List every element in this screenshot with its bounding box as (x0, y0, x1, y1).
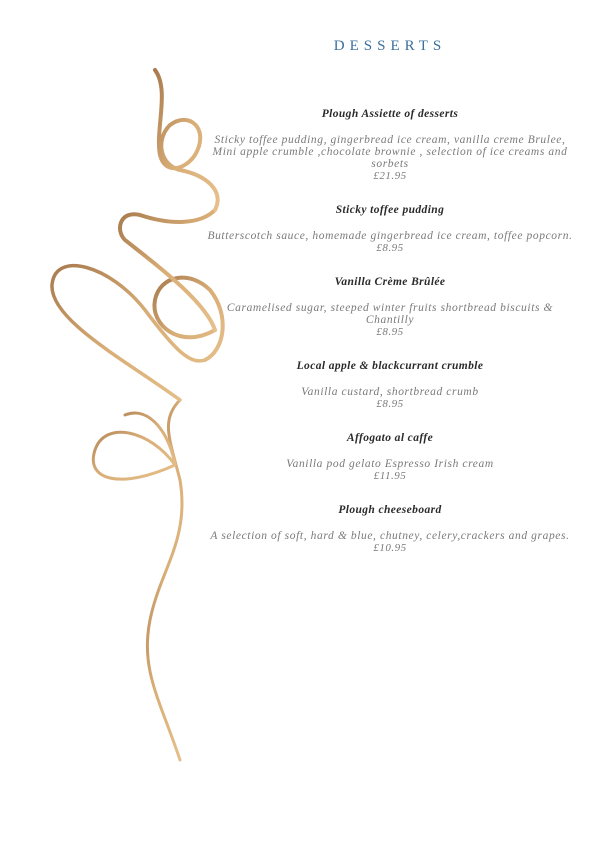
dish-description: Butterscotch sauce, homemade gingerbread ice cream, toffee popcorn. (207, 230, 573, 242)
list-item (205, 204, 575, 254)
list-item (205, 504, 575, 554)
page-title: DESSERTS (333, 38, 447, 54)
list-item (205, 432, 575, 482)
dish-price: £10.95 (373, 542, 407, 554)
dish-price: £8.95 (376, 398, 404, 410)
dish-name: Vanilla Crème Brûlée (334, 276, 446, 288)
list-item (205, 276, 575, 338)
dish-description: Vanilla custard, shortbread crumb (301, 386, 479, 398)
dessert-list (205, 108, 575, 554)
dish-description: Sticky toffee pudding, gingerbread ice cream, vanilla creme Brulee, Mini apple crumble ,chocolate brownie , selection of ice creams and sorbets (212, 134, 568, 170)
dish-price: £21.95 (373, 170, 407, 182)
dish-name: Sticky toffee pudding (335, 204, 445, 216)
dish-price: £8.95 (376, 326, 404, 338)
dish-price: £11.95 (373, 470, 407, 482)
list-item (205, 360, 575, 410)
list-item (205, 108, 575, 182)
dish-name: Plough Assiette of desserts (321, 108, 459, 120)
dish-name: Affogato al caffe (346, 432, 434, 444)
dish-description: A selection of soft, hard & blue, chutney, celery,crackers and grapes. (210, 530, 570, 542)
dish-name: Local apple & blackcurrant crumble (296, 360, 484, 372)
dish-name: Plough cheeseboard (338, 504, 442, 516)
dish-price: £8.95 (376, 242, 404, 254)
dish-description: Caramelised sugar, steeped winter fruits shortbread biscuits & Chantilly (226, 302, 554, 326)
dish-description: Vanilla pod gelato Espresso Irish cream (286, 458, 494, 470)
